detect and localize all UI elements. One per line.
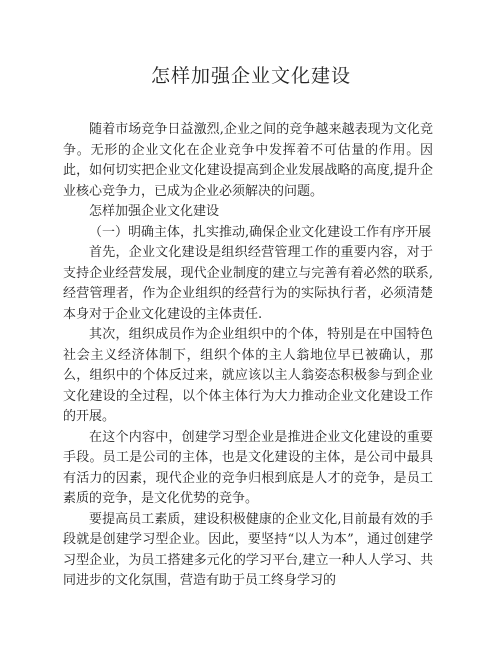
document-body <box>63 120 433 592</box>
paragraph-first: 首先，企业文化建设是组织经营管理工作的重要内容，对于支持企业经营发展，现代企业制度的建立与完善有着必然的联系,经营管理者，作为企业组织的经营行为的实际执行者，必须清楚本身对于企业文化建设的主体责任. <box>63 245 433 322</box>
paragraph-second: 其次，组织成员作为企业组织中的个体，特别是在中国特色社会主义经济体制下，组织个体的主人翁地位早已被确认，那么，组织中的个体反过来，就应该以主人翁姿态积极参与到企业文化建设的全过程，以个体主体行为大力推动企业文化建设工作的开展。 <box>63 327 433 424</box>
document-title: 怎样加强企业文化建设 <box>150 65 351 87</box>
paragraph-employee-quality: 要提高员工素质，建设积极健康的企业文化,目前最有效的手段就是创建学习型企业。因此，要坚持“以人为本”，通过创建学习型企业，为员工搭建多元化的学习平台,建立一种人人学习、共同进步的文化氛围，营造有助于员工终身学习的 <box>63 511 433 588</box>
paragraph-learning-org: 在这个内容中，创建学习型企业是推进企业文化建设的重要手段。员工是公司的主体，也是文化建设的主体，是公司中最具有活力的因素，现代企业的竞争归根到底是人才的竞争，是员工素质的竞争，是文化优势的竞争。 <box>63 429 433 506</box>
paragraph-intro: 随着市场竞争日益激烈,企业之间的竞争越来越表现为文化竞争。无形的企业文化在企业竞争中发挥着不可估量的作用。因此，如何切实把企业文化建设提高到企业发展战略的高度,提升企业核心竞争力，已成为企业必须解决的问题。 <box>63 122 433 199</box>
section-heading: 怎样加强企业文化建设 <box>89 204 220 219</box>
subsection-heading: （一）明确主体，扎实推动,确保企业文化建设工作有序开展 <box>89 224 432 240</box>
